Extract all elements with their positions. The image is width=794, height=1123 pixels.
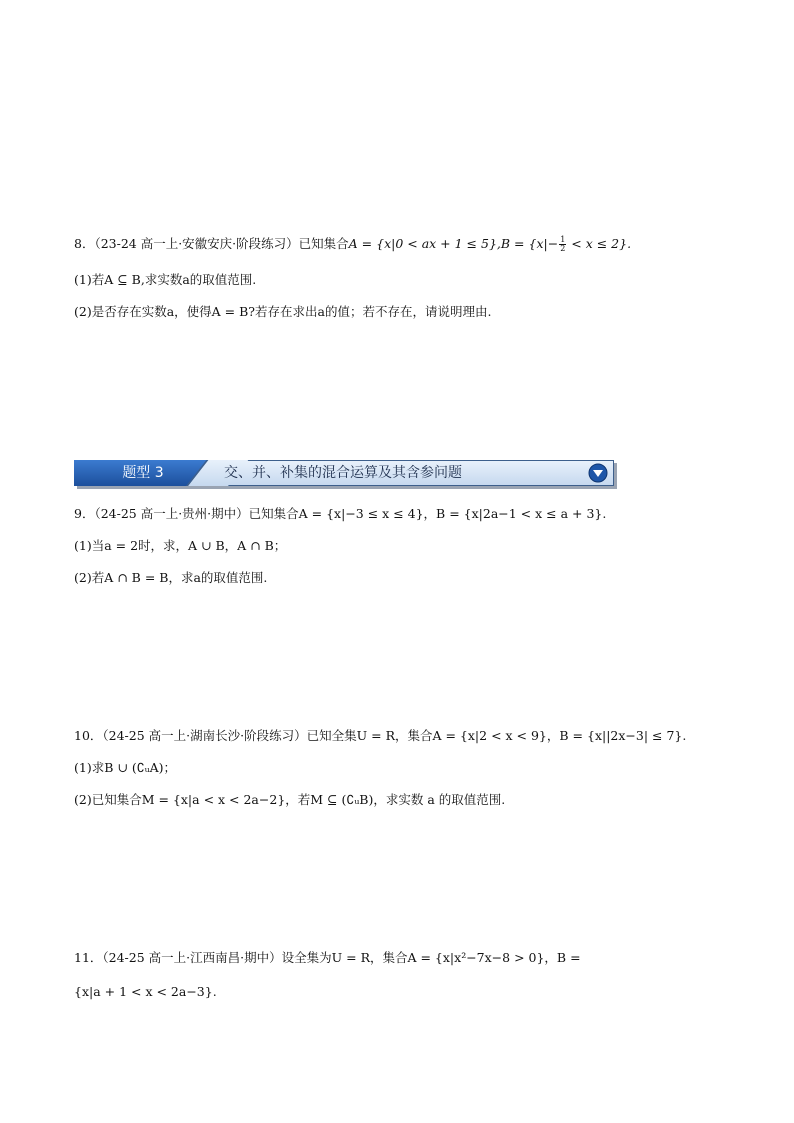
chevron-down-circle-icon — [588, 463, 608, 483]
question-8-math: A = {x|0 < ax + 1 ≤ 5},B = {x|− — [348, 236, 559, 251]
question-8-prefix: 8．（23-24 高一上·安徽安庆·阶段练习）已知集合 — [74, 236, 349, 251]
section-banner — [74, 460, 614, 486]
section-title: 交、并、补集的混合运算及其含参问题 — [224, 465, 462, 481]
question-9-part-2: (2)若A ∩ B = B，求a的取值范围. — [74, 570, 268, 585]
question-8-part-1: (1)若A ⊆ B,求实数a的取值范围. — [74, 272, 257, 287]
question-9-stem: 9．（24-25 高一上·贵州·期中）已知集合A = {x|−3 ≤ x ≤ 4}，B = {x|2a−1 < x ≤ a + 3}. — [74, 506, 607, 521]
question-8-part-2: (2)是否存在实数a，使得A = B?若存在求出a的值；若不存在，请说明理由. — [74, 304, 492, 319]
section-tag: 题型 3 — [74, 460, 212, 486]
question-11-stem: 11．（24-25 高一上·江西南昌·期中）设全集为U = R，集合A = {x|x²−7x−8 > 0}，B = — [74, 950, 581, 965]
question-11-stem-continued: {x|a + 1 < x < 2a−3}. — [74, 984, 217, 999]
question-8-math-tail: < x ≤ 2}. — [567, 236, 632, 251]
fraction: $\frac{1}{2}$ — [560, 235, 566, 253]
question-10-part-1: (1)求B ∪ (∁ᵤA)； — [74, 760, 177, 775]
question-10-part-2: (2)已知集合M = {x|a < x < 2a−2}，若M ⊆ (∁ᵤB)，求实数 a 的取值范围. — [74, 792, 506, 807]
question-10-stem: 10．（24-25 高一上·湖南长沙·阶段练习）已知全集U = R，集合A = {x|2 < x < 9}，B = {x||2x−3| ≤ 7}. — [74, 728, 687, 743]
question-8-stem — [74, 236, 631, 253]
question-9-part-1: (1)当a = 2时，求，A ∪ B，A ∩ B； — [74, 538, 287, 553]
